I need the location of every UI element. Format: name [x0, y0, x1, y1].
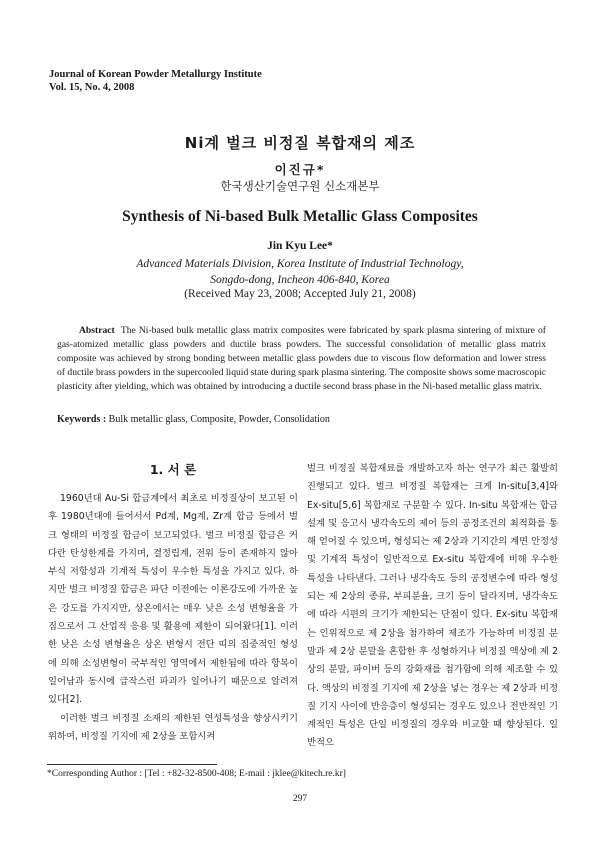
intro-paragraph-continued: 벌크 비정질 복합재료를 개발하고자 하는 연구가 최근 활발히 진행되고 있다. 벌크 비정질 복합재는 크게 In-situ[3,4]와 Ex-situ[5,6] 복합재로 구분할 수 있다. In-situ 복합재는 합금설계 및 응고시 냉각속도의 제어 등의 공정조건의 최적화를 통해 얻어질 수 있으며, 형성되는 제 2상과 기지간의 계면 안정성 및 기계적 특성이 일반적으로 Ex-situ 복합재에 비해 우수한 특성을 나타낸다. 그러나 냉각속도 등의 공정변수에 따라 형성되는 제 2상의 종류, 부피분율, 크기 등이 달라지며, 냉각속도에 따라 시편의 크기가 제한되는 단점이 있다. Ex-situ 복합재는 인위적으로 제 2상을 첨가하여 제조가 가능하며 비정질 분말과 제 2상 분말을 혼합한 후 성형하거나 비정질 액상에 제 2상의 분말, 파이버 등의 강화재를 첨가함에 의해 제조할 수 있다. 액상의 비정질 기지에 제 2상을 넣는 경우는 제 2상과 비정질 기지 사이에 반응층이 형성되는 경우도 있으나 전반적인 기계적인 특성은 단일 비정질의 경우와 비교할 때 향상된다. 일반적으 — [307, 463, 559, 749]
abstract-label: Abstract — [79, 325, 115, 336]
left-column — [48, 460, 298, 746]
keywords — [57, 414, 547, 425]
korean-affiliation: 한국생산기술연구원 신소재본부 — [220, 179, 380, 193]
intro-paragraph-1: 1960년대 Au-Si 합금계에서 최초로 비정질상이 보고된 이후 1980년대에 들어서서 Pd계, Mg계, Zr계 합금 등에서 벌크 형태의 비정질 합금이 보고되었다. 벌크 비정질 합금은 커다란 탄성한계를 가지며, 결정립계, 전위 등이 존재하지 않아 부식 저항성과 기계적 특성이 우수한 특성을 가지고 있다. 하지만 벌크 비정질 합금은 파단 이전에는 이론강도에 가까운 높은 강도를 가지지만, 상온에서는 매우 낮은 소성 변형율을 가짐으로서 그 산업적 응용 및 활용에 제한이 되어왔다[1]. 이러한 낮은 소성 변형율은 상온 변형시 전단 띠의 집중적인 형성에 의해 소성변형이 국부적인 영역에서 제한됨에 따라 항복이 일어남과 동시에 급작스런 파괴가 일어나기 때문으로 알려져 있다[2]. — [48, 493, 298, 706]
abstract-text: The Ni-based bulk metallic glass matrix composites were fabricated by spark plasma sintering of mixture of gas-atomized metallic glass powders and ductile brass powders. The successful consolidation of metallic glass matrix composite was achieved by strong bonding between metallic glass powders due to viscous flow deformation and lower stress of ductile brass powders in the supercooled liquid state during spark plasma sintering. The composite shows some macroscopic plasticity after yielding, which was obtained by introducing a ductile second brass phase in the Ni-based metallic glass matrix. — [57, 325, 546, 392]
corresponding-author-footnote: *Corresponding Author : [Tel : +82-32-8500-408; E-mail : jklee@kitech.re.kr] — [47, 769, 346, 779]
right-column — [307, 460, 558, 753]
korean-title: Ni계 벌크 비정질 복합재의 제조 — [184, 134, 416, 152]
affiliation-line-2: Songdo-dong, Incheon 406-840, Korea — [210, 274, 390, 286]
page-number: 297 — [292, 794, 308, 804]
korean-author: 이진규* — [274, 162, 326, 177]
intro-paragraph-2: 이러한 벌크 비정질 소재의 제한된 연성특성을 향상시키기 위하여, 비정질 기지에 제 2상을 포함시켜 — [48, 712, 298, 742]
english-title: Synthesis of Ni-based Bulk Metallic Glass Composites — [122, 208, 478, 225]
footnote-divider — [47, 764, 217, 765]
section-heading: 1. 서 론 — [149, 462, 197, 477]
received-dates: (Received May 23, 2008; Accepted July 21, 2008) — [184, 288, 416, 300]
journal-name: Journal of Korean Powder Metallurgy Institute — [49, 69, 262, 80]
keywords-label: Keywords : — [57, 414, 107, 425]
affiliation-line-1: Advanced Materials Division, Korea Institute of Industrial Technology, — [136, 258, 464, 270]
keywords-text: Bulk metallic glass, Composite, Powder, Consolidation — [108, 414, 330, 425]
english-author: Jin Kyu Lee* — [267, 240, 333, 252]
journal-header — [49, 68, 262, 94]
english-affiliation — [0, 256, 600, 288]
journal-volume: Vol. 15, No. 4, 2008 — [49, 82, 135, 93]
abstract — [57, 324, 546, 394]
